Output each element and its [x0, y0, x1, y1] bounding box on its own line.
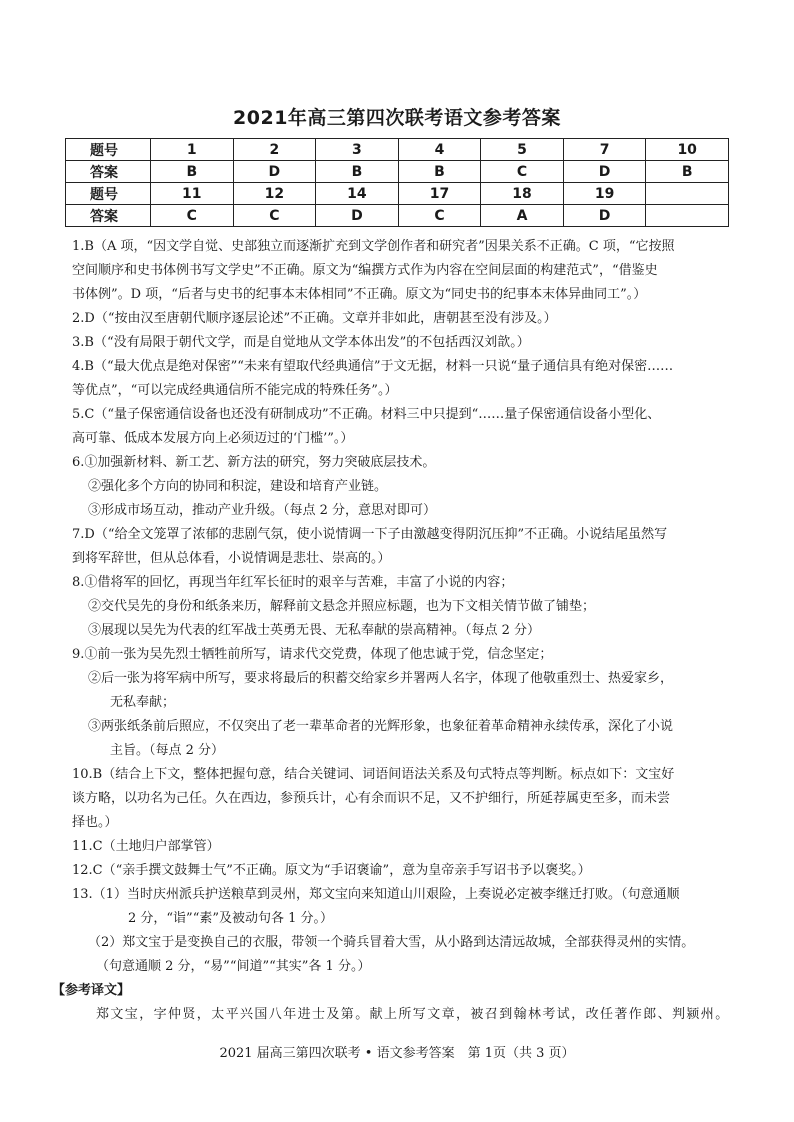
- table-cell: D: [316, 205, 399, 227]
- answer-line-q9: ③两张纸条前后照应，不仅突出了老一辈革命者的光辉形象，也象征着革命精神永续传承，深化了小说: [88, 719, 674, 734]
- answer-line-q5: 高可靠、低成本发展方向上必须迈过的‘门槛’”。）: [72, 431, 354, 446]
- table-cell: D: [233, 161, 316, 183]
- table-cell: 7: [563, 139, 646, 161]
- table-row: [66, 139, 729, 161]
- table-cell: 题号: [66, 139, 151, 161]
- table-row: [66, 161, 729, 183]
- table-cell: 4: [398, 139, 481, 161]
- table-cell: C: [233, 205, 316, 227]
- table-cell: 答案: [66, 205, 151, 227]
- table-cell: C: [481, 161, 564, 183]
- answer-line-q12: 12.C（“亲手撰文鼓舞士气”不正确。原文为“手诏褒谕”，意为皇帝亲手写诏书予以褒奖。）: [72, 863, 591, 878]
- answer-line-q13: 2 分，“诣”“素”及被动句各 1 分。）: [128, 911, 334, 926]
- answer-line-q10: 谈方略，以功名为己任。久在西边，参预兵计，心有余而识不足，又不护细行，所延荐属吏至多，而未尝: [72, 791, 671, 806]
- answer-line-q10: 10.B（结合上下文，整体把握句意，结合关键词、词语间语法关系及句式特点等判断。标点如下：文宝好: [72, 767, 675, 782]
- answer-line-q13: 13.（1）当时庆州派兵护送粮草到灵州，郑文宝向来知道山川艰险，上奏说必定被李继迁打败。（句意通顺: [72, 887, 680, 902]
- answer-line-q7: 到将军辞世，但从总体看，小说情调是悲壮、崇高的。）: [72, 551, 391, 566]
- answer-line-q8: 8.①借将军的回忆，再现当年红军长征时的艰辛与苦难，丰富了小说的内容；: [72, 575, 514, 590]
- table-cell: B: [316, 161, 399, 183]
- answer-line-q2: 2.D（“按由汉至唐朝代顺序逐层论述”不正确。文章并非如此，唐朝甚至没有涉及。）: [72, 311, 557, 326]
- page-footer: 2021 届高三第四次联考 • 语文参考答案 第 1页（共 3 页）: [219, 1046, 575, 1061]
- answer-line-q7: 7.D（“给全文笼罩了浓郁的悲剧气氛，使小说情调一下子由激越变得阴沉压抑”不正确。小说结尾虽然写: [72, 527, 668, 542]
- table-cell: [646, 183, 729, 205]
- answer-line-q8: ②交代吴先的身份和纸条来历，解释前文悬念并照应标题，也为下文相关情节做了铺垫；: [88, 599, 596, 614]
- answer-line-q9: 9.①前一张为吴先烈士牺牲前所写，请求代交党费，体现了他忠诚于党，信念坚定；: [72, 647, 553, 662]
- table-cell: 1: [151, 139, 234, 161]
- table-cell: 11: [151, 183, 234, 205]
- table-cell: C: [151, 205, 234, 227]
- answer-line-q1: 空间顺序和史书体例书写文学史”不正确。原文为“编撰方式作为内容在空间层面的构建范式”，“借鉴史: [72, 263, 658, 278]
- reference-translation-heading: 【参考译文】: [52, 983, 131, 998]
- table-cell: D: [563, 205, 646, 227]
- reference-translation-text: 郑文宝，字仲贤，太平兴国八年进士及第。献上所写文章，被召到翰林考试，改任著作郎、判颍州。: [96, 1007, 730, 1022]
- table-cell: 3: [316, 139, 399, 161]
- table-cell: 2: [233, 139, 316, 161]
- table-cell: 5: [481, 139, 564, 161]
- table-cell: 14: [316, 183, 399, 205]
- table-row: [66, 205, 729, 227]
- answer-line-q4: 等优点”，“可以完成经典通信所不能完成的特殊任务”。）: [72, 383, 398, 398]
- table-cell: [646, 205, 729, 227]
- table-cell: B: [646, 161, 729, 183]
- table-cell: B: [151, 161, 234, 183]
- answer-line-q4: 4.B（“最大优点是绝对保密”“未来有望取代经典通信”于文无据，材料一只说“量子通信具有绝对保密……: [72, 359, 674, 374]
- table-cell: 19: [563, 183, 646, 205]
- table-row: [66, 183, 729, 205]
- answer-line-q10: 择也。）: [72, 815, 118, 830]
- answer-line-q5: 5.C（“量子保密通信设备也还没有研制成功”不正确。材料三中只提到“……量子保密通信设备小型化、: [72, 407, 661, 422]
- table-cell: C: [398, 205, 481, 227]
- table-cell: 题号: [66, 183, 151, 205]
- table-cell: 18: [481, 183, 564, 205]
- answer-line-q13: （2）郑文宝于是变换自己的衣服，带领一个骑兵冒着大雪，从小路到达清远故城，全部获得灵州的实情。: [88, 935, 695, 950]
- answer-line-q11: 11.C（土地归户部掌管）: [72, 839, 220, 854]
- answer-line-q1: 1.B（A 项，“因文学自觉、史部独立而逐渐扩充到文学创作者和研究者”因果关系不正确。C 项，“它按照: [72, 239, 675, 254]
- answer-line-q1: 书体例”。D 项，“后者与史书的纪事本末体相同”不正确。原文为“同史书的纪事本末体异曲同工”。）: [72, 287, 647, 302]
- table-cell: 12: [233, 183, 316, 205]
- answer-line-q6: ③形成市场互动，推动产业升级。（每点 2 分，意思对即可）: [88, 503, 437, 518]
- answer-line-q8: ③展现以吴先为代表的红军战士英勇无畏、无私奉献的崇高精神。（每点 2 分）: [88, 623, 541, 638]
- answer-line-q9: 主旨。（每点 2 分）: [110, 743, 225, 758]
- table-cell: A: [481, 205, 564, 227]
- answer-line-q3: 3.B（“没有局限于朝代文学，而是自觉地从文学本体出发”的不包括西汉刘歆。）: [72, 335, 530, 350]
- table-cell: 答案: [66, 161, 151, 183]
- table-cell: D: [563, 161, 646, 183]
- answer-line-q9: 无私奉献；: [110, 695, 176, 710]
- answer-line-q9: ②后一张为将军病中所写，要求将最后的积蓄交给家乡并署两人名字，体现了他敬重烈士、热爱家乡，: [88, 671, 674, 686]
- table-cell: 17: [398, 183, 481, 205]
- page-title: 2021年高三第四次联考语文参考答案: [233, 107, 561, 129]
- answer-table: [65, 138, 729, 227]
- answer-explanations: [52, 235, 732, 1027]
- answer-line-q6: ②强化多个方向的协同和积淀，建设和培育产业链。: [88, 479, 388, 494]
- answer-line-q13: （句意通顺 2 分，“易”“间道”“其实”各 1 分。）: [96, 959, 371, 974]
- table-cell: B: [398, 161, 481, 183]
- answer-line-q6: 6.①加强新材料、新工艺、新方法的研究，努力突破底层技术。: [72, 455, 436, 470]
- table-cell: 10: [646, 139, 729, 161]
